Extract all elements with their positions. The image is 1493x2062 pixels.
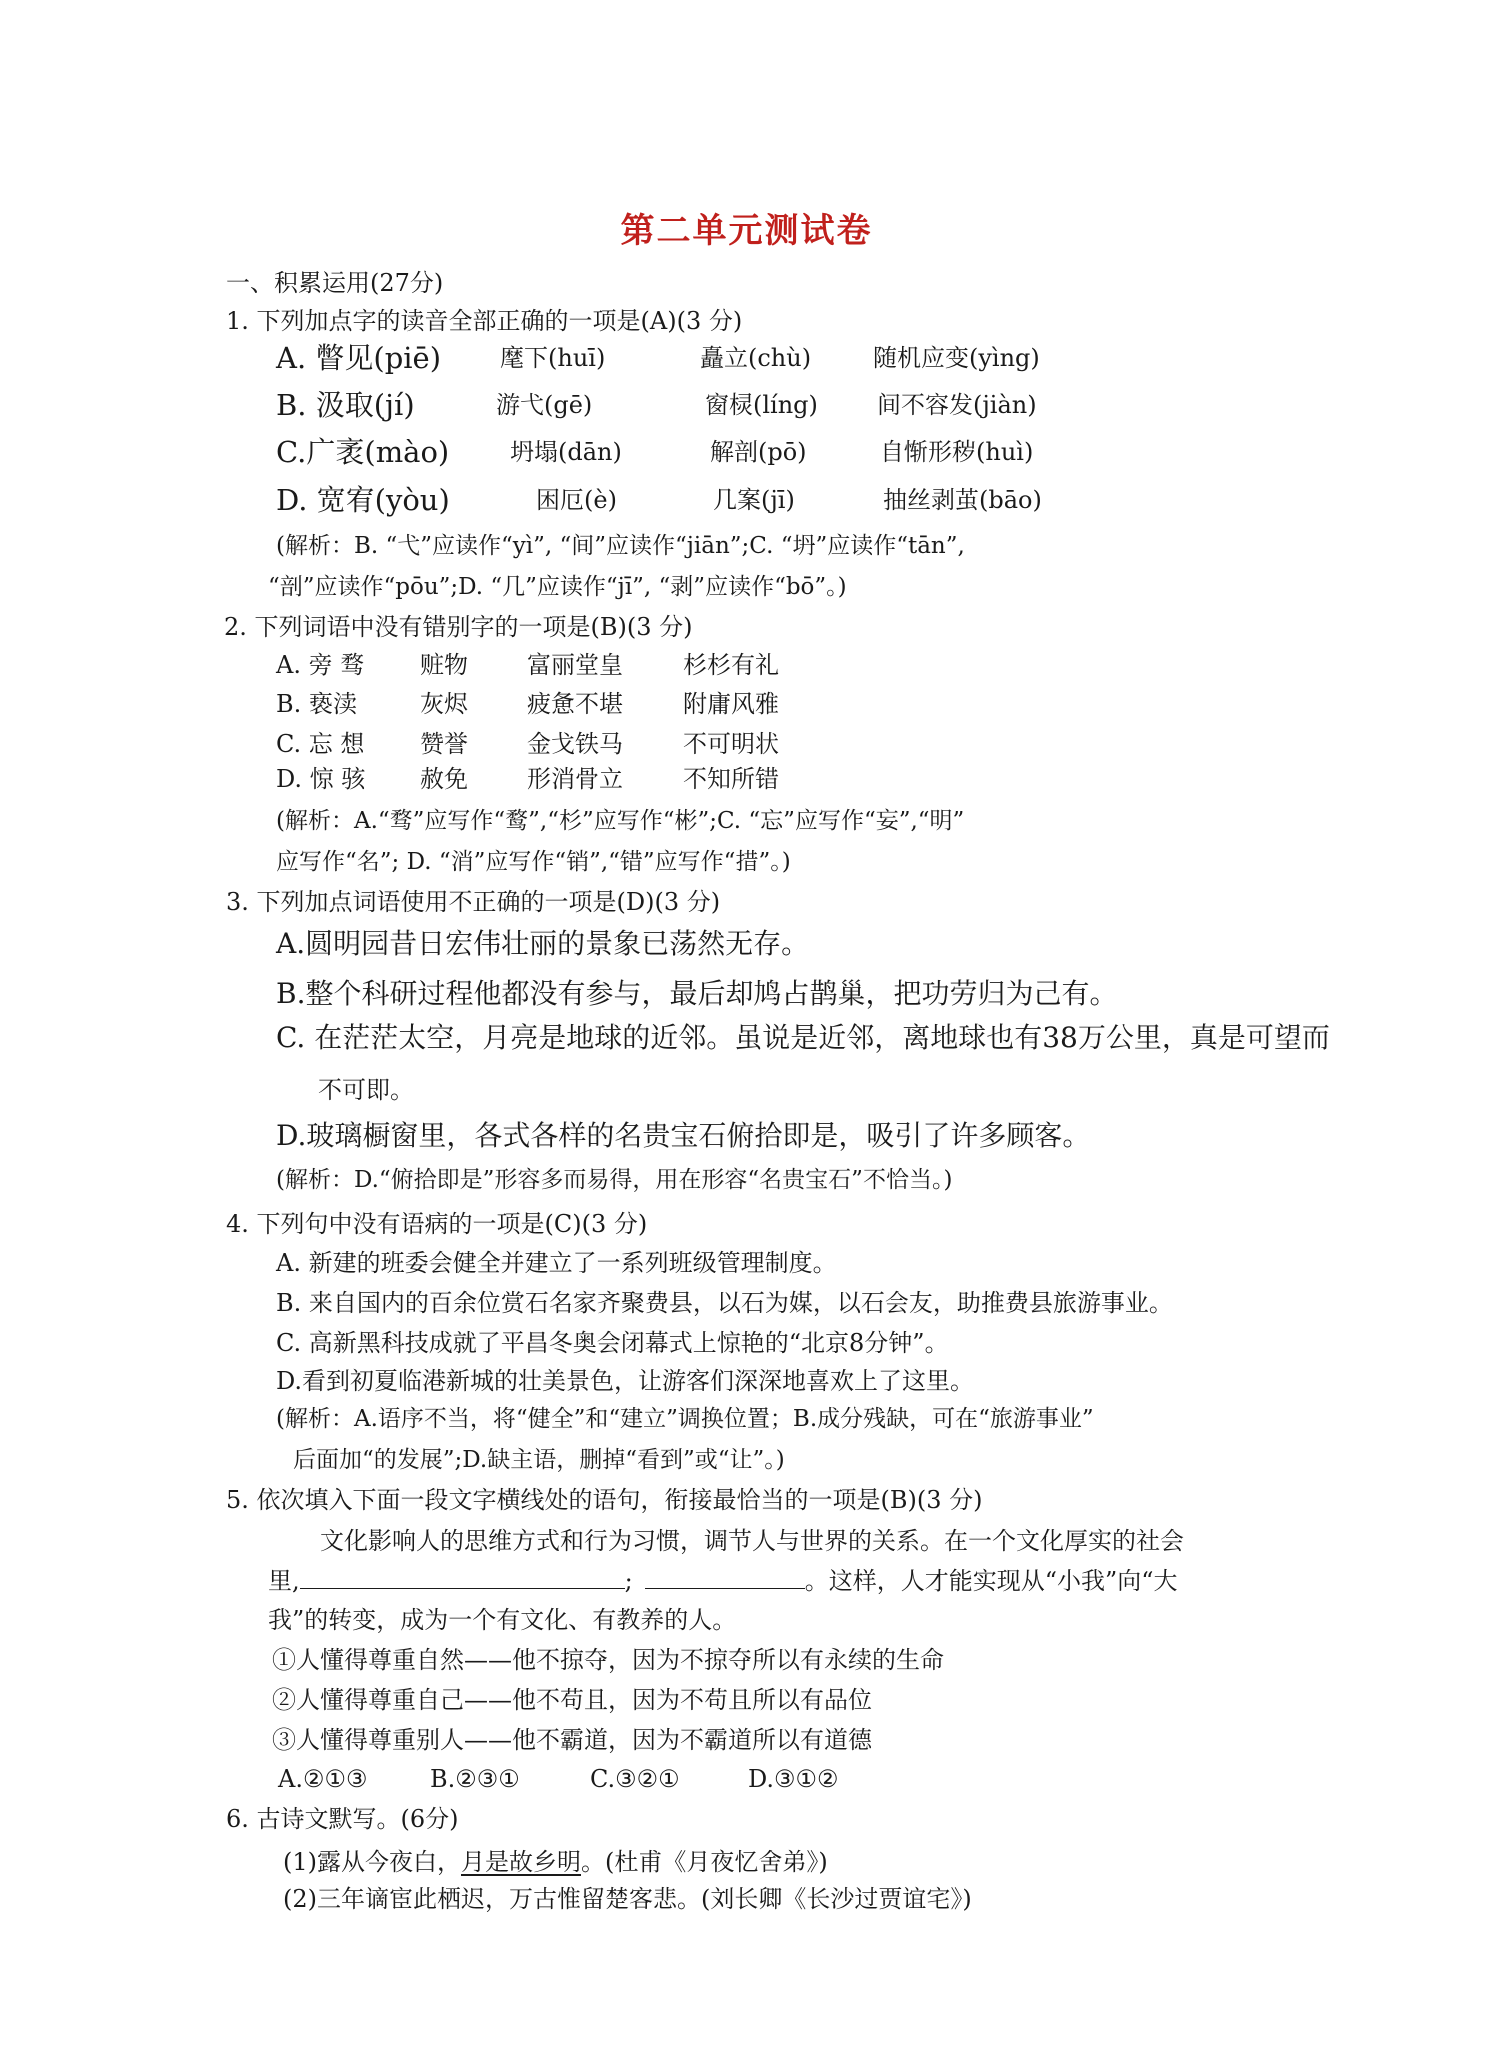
q2-a-3: 富丽堂皇 bbox=[527, 651, 623, 679]
q1-a-4: 随机应变(yìng) bbox=[873, 344, 1040, 372]
q3-option-c-line1: C. 在茫茫太空，月亮是地球的近邻。虽说是近邻，离地球也有38万公里，真是可望而 bbox=[276, 1021, 1330, 1054]
q2-option-c bbox=[0, 729, 1200, 759]
q5-choice-b: B.②③① bbox=[430, 1765, 520, 1793]
q3-option-d: D.玻璃橱窗里，各式各样的名贵宝石俯拾即是，吸引了许多顾客。 bbox=[276, 1119, 1091, 1152]
q6-line1-prefix: (1)露从今夜白， bbox=[283, 1848, 461, 1876]
q5-choices bbox=[0, 1764, 1200, 1794]
q5-paragraph-line2 bbox=[268, 1566, 1178, 1596]
q5-paragraph-line3: 我”的转变，成为一个有文化、有教养的人。 bbox=[268, 1606, 737, 1634]
q1-b-3: 窗棂(líng) bbox=[705, 391, 818, 419]
q1-a-3: 矗立(chù) bbox=[700, 344, 812, 372]
q2-d-3: 形消骨立 bbox=[527, 765, 623, 793]
q4-analysis-line2: 后面加“的发展”;D.缺主语，删掉“看到”或“让”。) bbox=[293, 1447, 785, 1473]
q5-blank-2[interactable] bbox=[645, 1566, 805, 1589]
q1-a-2: 麾下(huī) bbox=[500, 344, 606, 372]
q1-option-a bbox=[0, 340, 1200, 376]
q1-a-1: A. 瞥见(piē) bbox=[276, 341, 442, 375]
q5-text-part3: 。这样，人才能实现从“小我”向“大 bbox=[804, 1567, 1178, 1595]
q1-c-4: 自惭形秽(huì) bbox=[880, 438, 1034, 466]
q2-c-4: 不可明状 bbox=[683, 730, 779, 758]
q2-a-4: 杉杉有礼 bbox=[683, 651, 779, 679]
q4-option-c: C. 高新黑科技成就了平昌冬奥会闭幕式上惊艳的“北京8分钟”。 bbox=[276, 1329, 949, 1357]
q6-line-2: (2)三年谪宦此栖迟，万古惟留楚客悲。(刘长卿《长沙过贾谊宅》) bbox=[283, 1885, 972, 1913]
q4-option-d: D.看到初夏临港新城的壮美景色，让游客们深深地喜欢上了这里。 bbox=[276, 1367, 975, 1395]
q5-item-1: ①人懂得尊重自然——他不掠夺，因为不掠夺所以有永续的生命 bbox=[272, 1646, 944, 1674]
q2-c-2: 赞誉 bbox=[420, 730, 468, 758]
q2-c-1: C. 忘 想 bbox=[276, 730, 365, 758]
q4-option-b: B. 来自国内的百余位赏石名家齐聚费县，以石为媒，以石会友，助推费县旅游事业。 bbox=[276, 1289, 1173, 1317]
q5-choice-c: C.③②① bbox=[590, 1765, 680, 1793]
q1-b-1: B. 汲取(jí) bbox=[276, 388, 415, 422]
q1-option-b bbox=[0, 387, 1200, 423]
q1-d-4: 抽丝剥茧(bāo) bbox=[883, 486, 1042, 514]
q3-option-c-line2: 不可即。 bbox=[318, 1076, 414, 1104]
q2-analysis-line1: (解析：A.“骛”应写作“鹜”,“杉”应写作“彬”;C. “忘”应写作“妄”,“明” bbox=[276, 808, 965, 834]
q3-option-a: A.圆明园昔日宏伟壮丽的景象已荡然无存。 bbox=[276, 927, 810, 960]
q1-option-c bbox=[0, 434, 1200, 470]
q2-a-2: 赃物 bbox=[420, 651, 468, 679]
q2-b-1: B. 亵渎 bbox=[276, 690, 357, 718]
q1-c-3: 解剖(pō) bbox=[710, 438, 807, 466]
q6-line1-suffix: 。(杜甫《月夜忆舍弟》) bbox=[581, 1848, 828, 1876]
q5-choice-a: A.②①③ bbox=[278, 1765, 368, 1793]
q1-analysis-line1: (解析：B. “弋”应读作“yì”, “间”应读作“jiān”;C. “坍”应读作“tān”, bbox=[276, 533, 965, 559]
q3-option-b: B.整个科研过程他都没有参与，最后却鸠占鹊巢，把功劳归为己有。 bbox=[276, 977, 1118, 1010]
q5-stem: 5. 依次填入下面一段文字横线处的语句，衔接最恰当的一项是(B)(3 分) bbox=[226, 1486, 983, 1514]
q1-option-d bbox=[0, 482, 1200, 518]
q5-item-3: ③人懂得尊重别人——他不霸道，因为不霸道所以有道德 bbox=[272, 1726, 872, 1754]
q2-option-a bbox=[0, 650, 1200, 680]
q4-option-a: A. 新建的班委会健全并建立了一系列班级管理制度。 bbox=[276, 1249, 837, 1277]
q2-stem: 2. 下列词语中没有错别字的一项是(B)(3 分) bbox=[224, 613, 693, 641]
q5-paragraph-line1: 文化影响人的思维方式和行为习惯，调节人与世界的关系。在一个文化厚实的社会 bbox=[320, 1527, 1184, 1555]
q4-stem: 4. 下列句中没有语病的一项是(C)(3 分) bbox=[226, 1210, 648, 1238]
q2-d-4: 不知所错 bbox=[683, 765, 779, 793]
q2-d-1: D. 惊 骇 bbox=[276, 765, 366, 793]
q6-line-1 bbox=[283, 1847, 828, 1877]
q6-line1-answer: 月是故乡明 bbox=[461, 1848, 581, 1876]
q5-text-part1: 里, bbox=[268, 1567, 300, 1595]
q1-analysis-line2: “剖”应读作“pōu”;D. “几”应读作“jī”, “剥”应读作“bō”。) bbox=[268, 574, 847, 600]
section-heading: 一、积累运用(27分) bbox=[226, 269, 444, 297]
q5-blank-1[interactable] bbox=[300, 1566, 625, 1589]
q3-analysis: (解析：D.“俯拾即是”形容多而易得，用在形容“名贵宝石”不恰当。) bbox=[276, 1167, 953, 1193]
q1-d-2: 困厄(è) bbox=[536, 486, 617, 514]
q5-text-part2: ; bbox=[624, 1567, 633, 1595]
q5-choice-d: D.③①② bbox=[748, 1765, 839, 1793]
q2-b-4: 附庸风雅 bbox=[683, 690, 779, 718]
q4-analysis-line1: (解析：A.语序不当，将“健全”和“建立”调换位置；B.成分残缺，可在“旅游事业” bbox=[276, 1406, 1094, 1432]
q2-a-1: A. 旁 骛 bbox=[276, 651, 365, 679]
q2-option-d bbox=[0, 764, 1200, 794]
q1-stem: 1. 下列加点字的读音全部正确的一项是(A)(3 分) bbox=[226, 307, 743, 335]
q2-c-3: 金戈铁马 bbox=[527, 730, 623, 758]
q2-b-2: 灰烬 bbox=[420, 690, 468, 718]
q1-d-3: 几案(jī) bbox=[713, 486, 795, 514]
q2-b-3: 疲惫不堪 bbox=[527, 690, 623, 718]
page-title: 第二单元测试卷 bbox=[620, 211, 873, 251]
q1-b-4: 间不容发(jiàn) bbox=[877, 391, 1037, 419]
q2-analysis-line2: 应写作“名”; D. “消”应写作“销”,“错”应写作“措”。) bbox=[276, 849, 791, 875]
q6-stem: 6. 古诗文默写。(6分) bbox=[226, 1805, 459, 1833]
q1-d-1: D. 宽宥(yòu) bbox=[276, 483, 450, 517]
q5-item-2: ②人懂得尊重自己——他不苟且，因为不苟且所以有品位 bbox=[272, 1686, 872, 1714]
q2-option-b bbox=[0, 689, 1200, 719]
q1-b-2: 游弋(gē) bbox=[496, 391, 593, 419]
q3-stem: 3. 下列加点词语使用不正确的一项是(D)(3 分) bbox=[226, 888, 721, 916]
q1-c-2: 坍塌(dān) bbox=[510, 438, 622, 466]
q2-d-2: 赦免 bbox=[420, 765, 468, 793]
q1-c-1: C.广袤(mào) bbox=[276, 435, 450, 469]
